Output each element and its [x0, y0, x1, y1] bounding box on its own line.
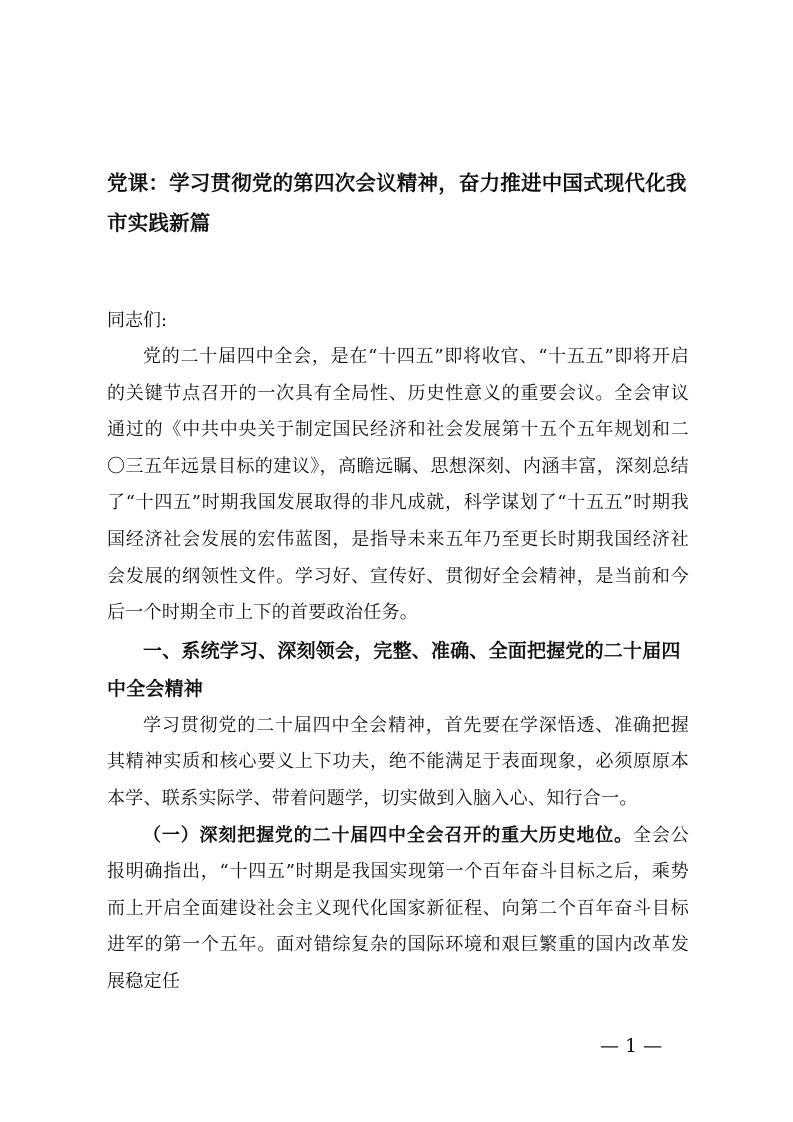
section-heading-1: 一、系统学习、深刻领会，完整、准确、全面把握党的二十届四中全会精神	[107, 639, 681, 700]
page-number: — 1 —	[600, 1035, 663, 1057]
salutation: 同志们:	[107, 310, 168, 331]
paragraph-section1: 学习贯彻党的二十届四中全会精神，首先要在学深悟透、准确把握其精神实质和核心要义上下功夫，绝不能满足于表面现象，必须原原本本学、联系实际学、带着问题学，切实做到入脑入心、知行合一。	[107, 714, 689, 809]
subsection-1-text: 全会公报明确指出，“十四五”时期是我国实现第一个百年奋斗目标之后，乘势而上开启全面建设社会主义现代化国家新征程、向第二个百年奋斗目标进军的第一个五年。面对错综复杂的国际环境和艰巨繁重的国内改革发展稳定任	[107, 824, 689, 992]
document-title: 党课：学习贯彻党的第四次会议精神，奋力推进中国式现代化我市实践新篇	[107, 171, 687, 235]
document-body	[107, 339, 689, 1001]
paragraph-subsection1	[107, 818, 689, 1001]
subsection-heading-1: （一）深刻把握党的二十届四中全会召开的重大历史地位。	[143, 824, 633, 846]
paragraph-intro: 党的二十届四中全会，是在“十四五”即将收官、“十五五”即将开启的关键节点召开的一次具有全局性、历史性意义的重要会议。全会审议通过的《中共中央关于制定国民经济和社会发展第十五个五年规划和二〇三五年远景目标的建议》，高瞻远瞩、思想深刻、内涵丰富，深刻总结了“十四五”时期我国发展取得的非凡成就，科学谋划了“十五五”时期我国经济社会发展的宏伟蓝图，是指导未来五年乃至更长时期我国经济社会发展的纲领性文件。学习好、宣传好、贯彻好全会精神，是当前和今后一个时期全市上下的首要政治任务。	[107, 346, 689, 624]
